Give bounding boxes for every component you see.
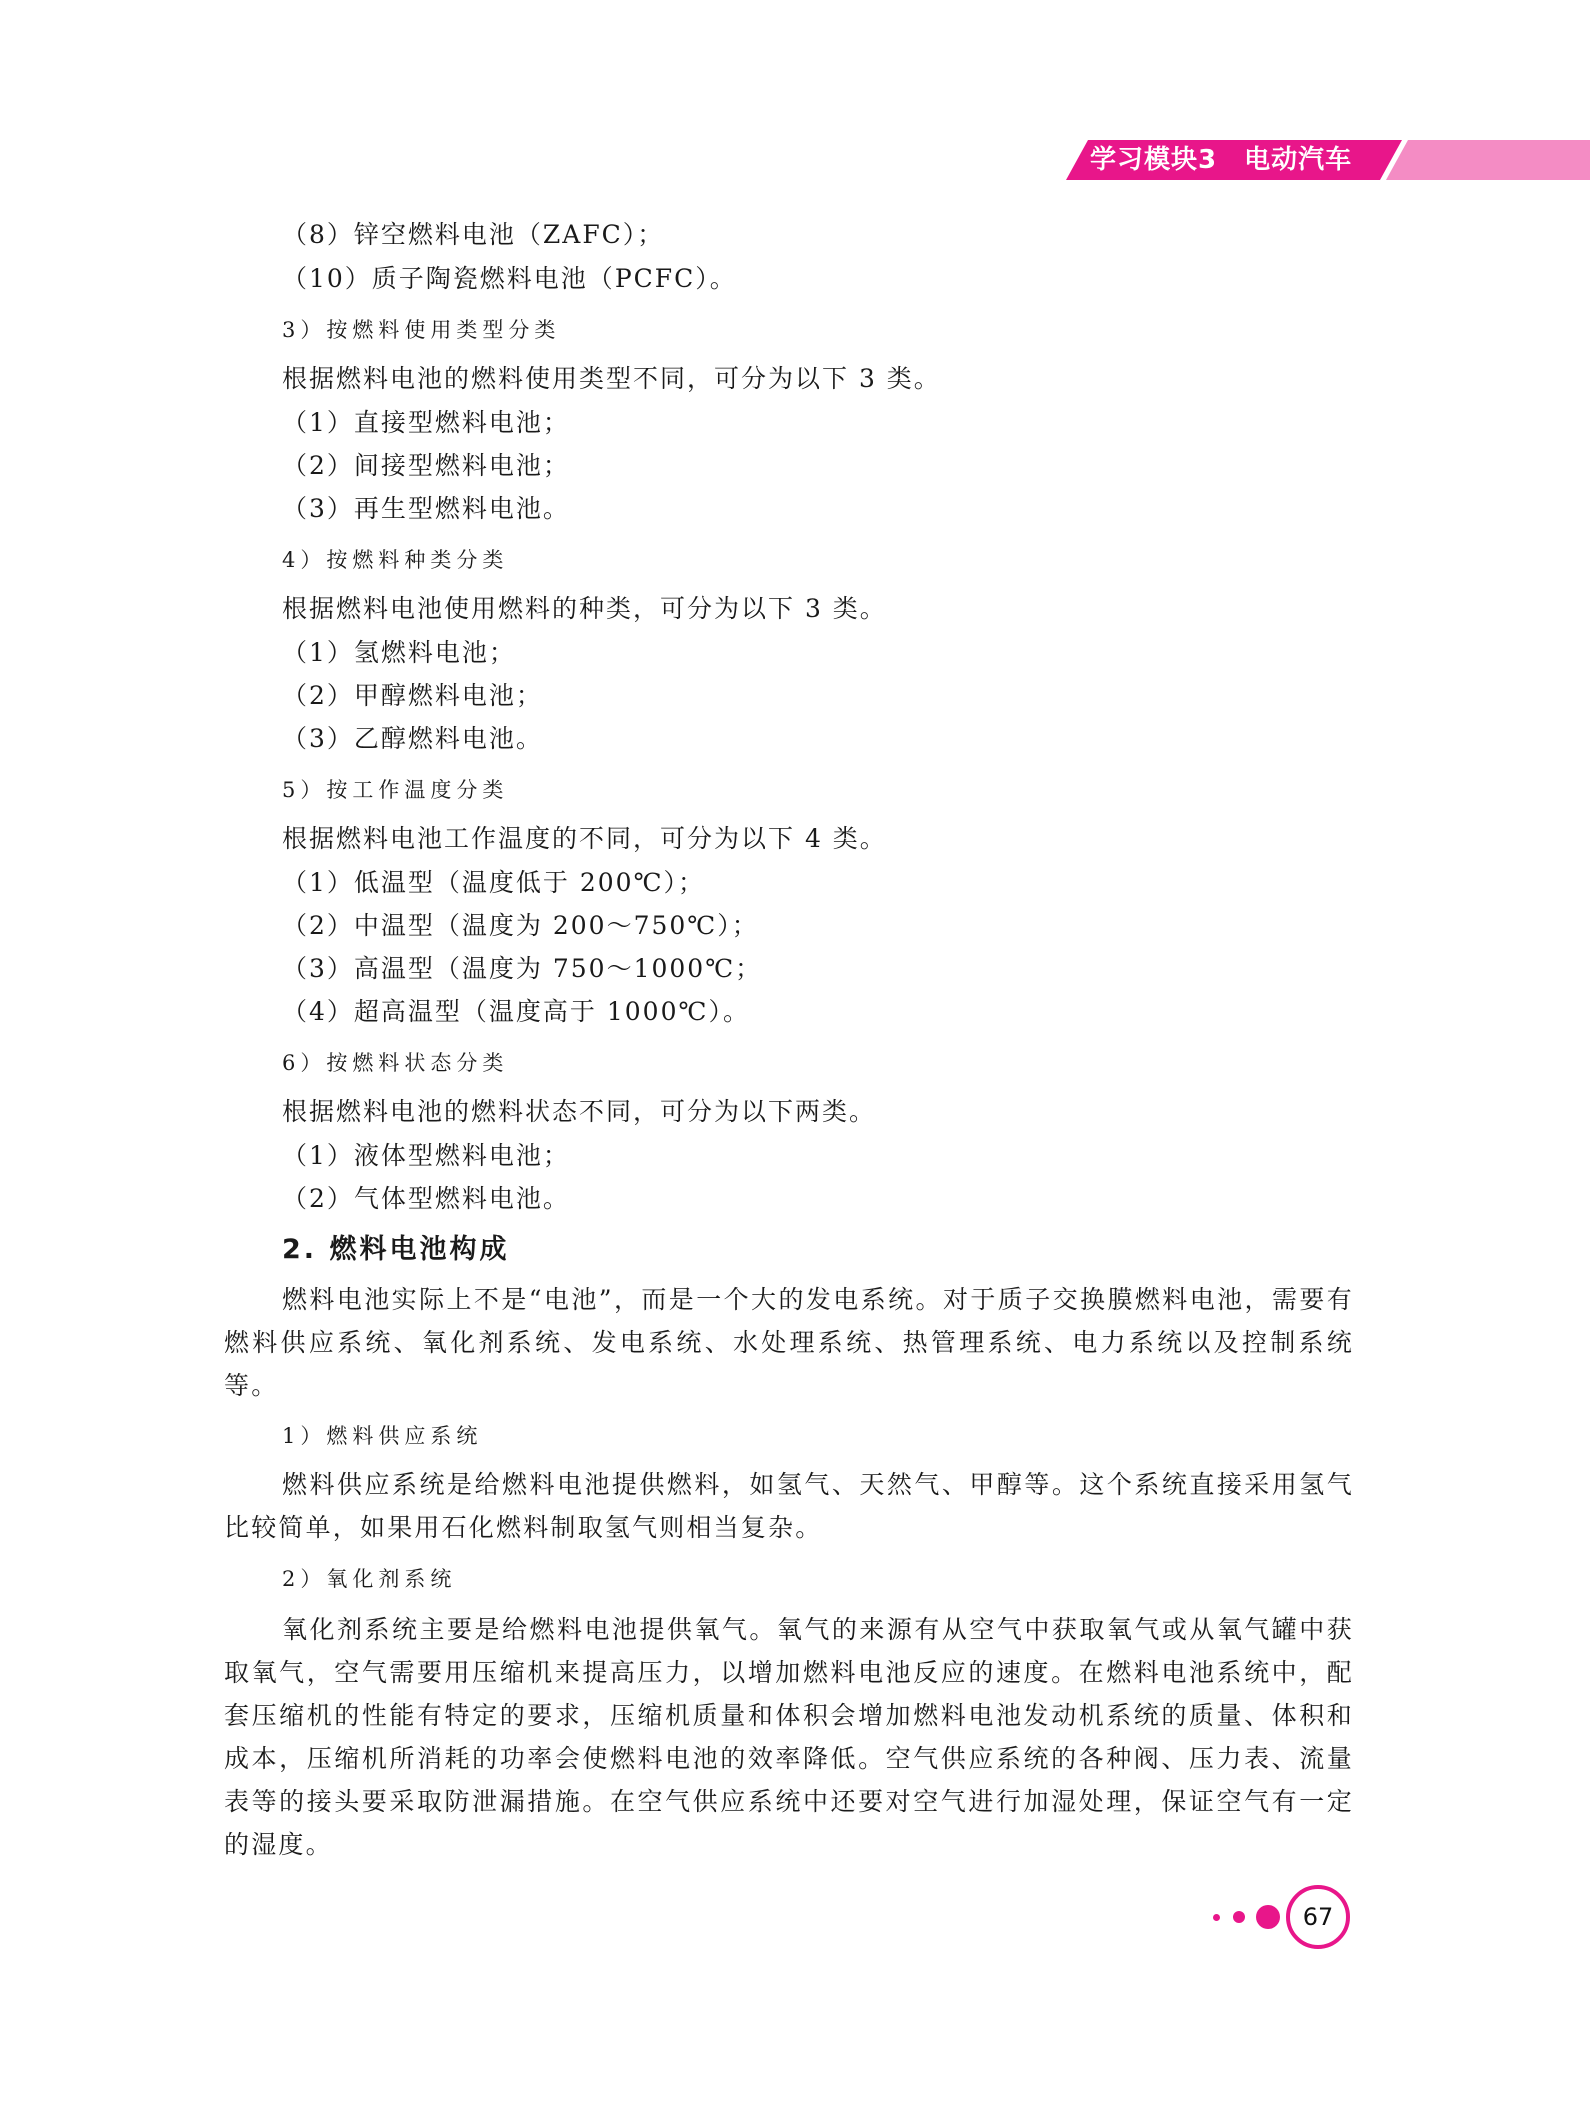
subheading-oxidizer: 2）氧化剂系统 [282, 1567, 457, 1591]
text-line: 根据燃料电池使用燃料的种类，可分为以下 3 类。 [282, 594, 887, 623]
dot-icon [1233, 1911, 1245, 1923]
text-line: 根据燃料电池工作温度的不同，可分为以下 4 类。 [282, 824, 887, 853]
text-line: （8）锌空燃料电池（ZAFC）； [282, 220, 665, 249]
subheading: 4）按燃料种类分类 [282, 548, 509, 572]
text-line: （1）液体型燃料电池； [282, 1141, 570, 1170]
text-line: （2）甲醇燃料电池； [282, 681, 543, 710]
page-number-badge [1200, 1885, 1360, 1955]
subheading: 3）按燃料使用类型分类 [282, 318, 561, 342]
paragraph-oxidizer: 氧化剂系统主要是给燃料电池提供氧气。氧气的来源有从空气中获取氧气或从氧气罐中获取氧气，空气需要用压缩机来提高压力，以增加燃料电池反应的速度。在燃料电池系统中，配套压缩机的性能有特定的要求，压缩机质量和体积会增加燃料电池发动机系统的质量、体积和成本，压缩机所消耗的功率会使燃料电池的效率降低。空气供应系统的各种阀、压力表、流量表等的接头要采取防泄漏措施。在空气供应系统中还要对空气进行加湿处理，保证空气有一定的湿度。 [224, 1615, 1354, 1859]
subheading: 6）按燃料状态分类 [282, 1051, 509, 1075]
subheading-fuel-supply: 1）燃料供应系统 [282, 1424, 483, 1448]
text-line: （1）氢燃料电池； [282, 638, 516, 667]
module-title: 学习模块3 电动汽车 [1090, 145, 1353, 175]
dot-icon [1256, 1905, 1280, 1929]
text-line: （3）再生型燃料电池。 [282, 494, 570, 523]
page-number: 67 [1286, 1885, 1350, 1949]
dot-icon [1213, 1914, 1220, 1921]
subheading: 5）按工作温度分类 [282, 778, 509, 802]
paragraph-fuel-supply: 燃料供应系统是给燃料电池提供燃料，如氢气、天然气、甲醇等。这个系统直接采用氢气比较简单，如果用石化燃料制取氢气则相当复杂。 [224, 1470, 1354, 1542]
text-line: （2）气体型燃料电池。 [282, 1184, 570, 1213]
text-line: （2）间接型燃料电池； [282, 451, 570, 480]
text-line: （4）超高温型（温度高于 1000℃）。 [282, 997, 750, 1026]
text-line: （1）低温型（温度低于 200℃）； [282, 868, 706, 897]
paragraph-intro: 燃料电池实际上不是“电池”，而是一个大的发电系统。对于质子交换膜燃料电池，需要有燃料供应系统、氧化剂系统、发电系统、水处理系统、热管理系统、电力系统以及控制系统等。 [224, 1285, 1354, 1400]
text-line: （2）中温型（温度为 200～750℃）； [282, 911, 759, 940]
section-heading: 2. 燃料电池构成 [282, 1234, 510, 1265]
text-line: （3）高温型（温度为 750～1000℃； [282, 954, 763, 983]
text-line: 根据燃料电池的燃料状态不同，可分为以下两类。 [282, 1097, 877, 1126]
text-line: 根据燃料电池的燃料使用类型不同，可分为以下 3 类。 [282, 364, 941, 393]
text-line: （3）乙醇燃料电池。 [282, 724, 543, 753]
text-line: （10）质子陶瓷燃料电池（PCFC）。 [282, 264, 737, 293]
text-line: （1）直接型燃料电池； [282, 408, 570, 437]
